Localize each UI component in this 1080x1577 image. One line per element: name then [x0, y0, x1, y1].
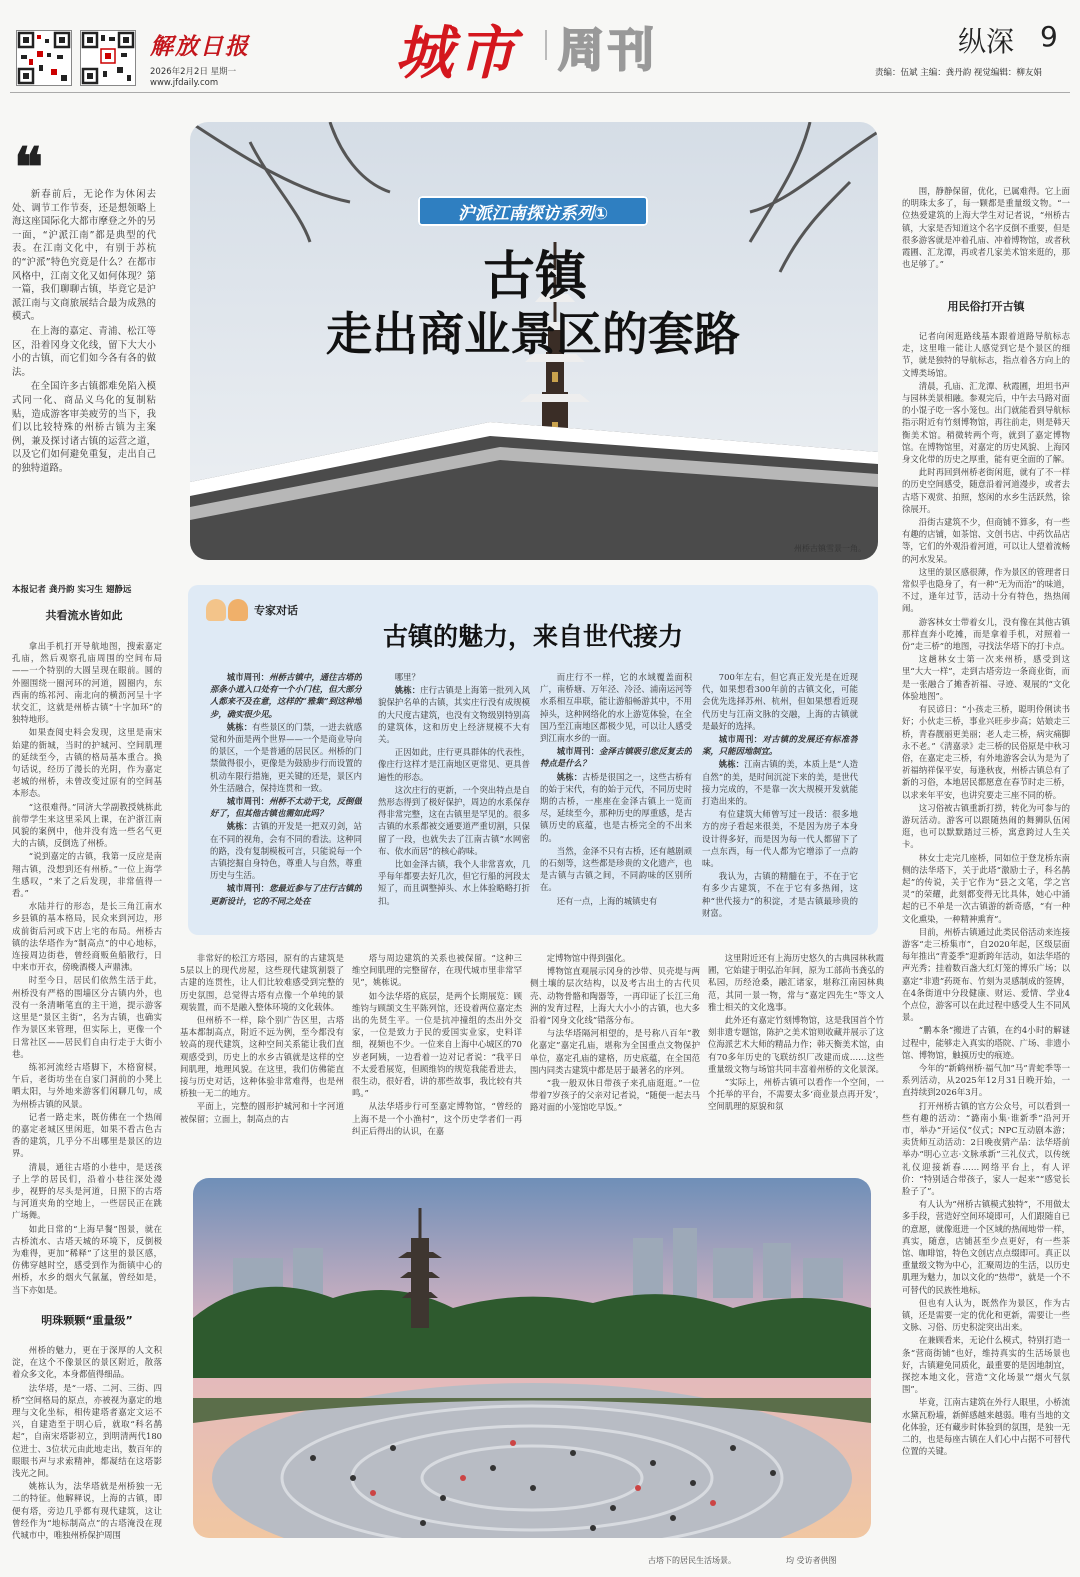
speaker-label: 城市周刊： [226, 883, 270, 894]
intro-paragraph: 在全国许多古镇都难免陷入模式同一化、商品义乌化的复制粘贴，造成游客审美疲劳的当下，我们以比较特殊的州桥古镇为主案例，兼及探讨诸古镇的运营之道，以及它们如何避免重复，走出自己的独特道路。 [12, 381, 156, 474]
expert-title: 古镇的魅力，来自世代接力 [382, 622, 683, 651]
dialogue-paragraph [702, 758, 858, 807]
article-paragraph: 记者向闲逛路线基本跟着道路导航标志走，这里唯一能让人感觉到它是个景区的细节，就是独特的导航标志，指点着各方向上的文博类场馆。 [902, 331, 1070, 378]
article-paragraph: 围，静静保留，优化，已属难得。它上面的明珠太多了，每一颗都是重量级文物。“一位热爱建筑的上海大学生对记者说，“州桥古镇，大家是否知道这个名字反倒不重要，但是很多游客就是冲着孔庙、冲着博物馆，或者秋霞圃、汇龙潭，再或者几家美术馆来逛的，那也足够了。” [902, 186, 1070, 270]
article-paragraph: 这里的景区感很薄，作为景区的管理者日常似乎也隐身了，有一种“无为而治”的味道，不过，逢年过节，活动十分有特色，热热闹闹。 [902, 566, 1070, 614]
section-title-sub: 周刊 [558, 23, 658, 77]
article-paragraph: 这趟林女士第一次来州桥，感受到这里“大大一样”，走到古塔旁边一条商业街，而是一张融合了摊香祈福、寻迹、观展的“文化体验地图”。 [902, 654, 1070, 701]
hero-caption: 州桥古镇雪景一角。 [794, 544, 866, 553]
speaker-label: 城市周刊： [556, 746, 600, 757]
website-link[interactable]: www.jfdaily.com [150, 78, 219, 88]
article-paragraph: 姚栋认为，法华塔就是州桥独一无二的特征。他解释说，上海的古镇，即便有塔，旁边几乎都有现代建筑，这让曾经作为“地标制高点”的古塔淹没在现代城市中，唯独州桥保护周围 [12, 1481, 162, 1541]
dialogue-text: 这次庄行的更新，一个突出特点是自然形态得到了极好保护，周边的水系保存得非常完整，这在古镇里是罕见的。很多古镇的水系都被交通要道严重切割，只保留了一段，也就失去了江南古镇“水网密布、依水而居”的核心韵味。 [378, 784, 530, 856]
article-paragraph: 塔与周边建筑的关系也被保留。“这种三维空间肌理的完整留存，在现代城市里非常罕见”，姚栋说。 [352, 953, 522, 988]
dialogue-paragraph [378, 784, 530, 857]
title-divider [545, 30, 547, 60]
dialogue-text: 江南古镇的美，本质上是“人造自然”的美，是时间沉淀下来的美，是世代接力完成的，不是靠一次大规模开发就能打造出来的。 [702, 759, 858, 807]
expert-col-3 [540, 671, 692, 929]
byline: 本报记者 龚丹韵 实习生 翅静远 [12, 585, 132, 595]
speaker-label: 姚栋： [226, 821, 253, 832]
article-paragraph: 从法华塔步行可至嘉定博物馆，“曾经的上海不是一个小渔村”，这个历史学者们一再纠正后得出的认识，在嘉 [352, 1101, 522, 1136]
qr-code-right[interactable] [80, 30, 136, 86]
dialogue-text: 当然，金泽不只有古桥，还有越剧顽的石刻等，这些都是珍贵的文化遗产，也是古镇与古镇之间，不同韵味的区别所在。 [540, 845, 692, 893]
dialogue-text: 您最近参与了庄行古镇的更新设计，它的不同之处在 [210, 883, 362, 906]
dialogue-paragraph [702, 671, 858, 732]
dialogue-text: 而庄行不一样，它的水域覆盖面积广，南桥塘、万年泾、冷泾、浦南运河等水系相互串联，能让游船畅游其中，不用掉头，这种网络化的水上游览体验，在全国乃至江南地区都极少见，可以让人感受到江南水乡的一面。 [540, 672, 692, 744]
article-paragraph: 清晨，孔庙、汇龙潭、秋霞圃，坦坦书声与园林美景相融。参观完后，中午去马路对面的小馄子吃一客小笼包。出门就能看到导航标指示附近有竹刻博物馆，再往前走，则是韩天衡美术馆。稍微转两个弯，就到了嘉定博物馆。在博物馆里，对嘉定的历史风貌、上海冈身文化带的历史之厚重，能有更全面的了解。 [902, 380, 1070, 465]
intro-quote-mark: ❝ [14, 135, 44, 199]
dialogue-paragraph [378, 671, 530, 683]
article-paragraph: 博物馆直观展示冈身的沙带、贝壳堤与两侧土壤的层次结构，以及考古出土的古代贝壳、动物骨骼和陶器等，一再印证了长江三角洲的发育过程，上海大大小小的古镇，也大多沿着“冈身文化线”错落分布。 [530, 966, 700, 1026]
headline-line1: 古镇 [482, 246, 587, 307]
middle-col-4 [708, 952, 884, 1152]
article-paragraph: 这里附近还有上海历史悠久的古典园林秋霞圃，它始建于明弘治年间，原为工部尚书龚弘的私园，历经沧桑，融汇诸家，堪称江南园林典范，其同一景一物，常与“嘉定四先生”等文人雅士相关的文化逸事。 [708, 953, 884, 1012]
dialogue-paragraph [210, 882, 362, 906]
dialogue-text: 比如金泽古镇，我个人非常喜欢，几乎每年都要去好几次，但它行船的河段太短了，而且调整掉头、水上体验略略打折扣。 [378, 859, 530, 906]
article-paragraph: 但州桥不一样，除个别广告区里，古塔基本都制高点，附近不远为例，至今都没有较高的现代建筑，这种空间关系能让我们直观感受到，历史上的水乡古镇就是这样的空间肌理，地理风貌。在这里，我们仿佛能直接与历史对话，这种体验非常难得，也是州桥独一无二的地方。 [180, 1015, 344, 1099]
speaker-label: 城市周刊： [226, 672, 270, 682]
dialogue-paragraph [540, 845, 692, 894]
intro-paragraph: 在上海的嘉定、青浦、松江等区，沿着冈身文化线，留下大大小小的古镇，而它们如今各有各的做法。 [12, 325, 156, 378]
masthead-rule [10, 92, 1070, 93]
left-body-2 [12, 1344, 162, 1569]
section-heading-1: 共看流水皆如此 [45, 609, 123, 622]
dialogue-text: 古镇的开发是一把双刃剑，站在不同的视角，会有不同的看法。这种同的路，没有复制模板可言，只能说每一个古镇挖掘自身特色，尊重人与自然，尊重历史与生活。 [210, 821, 362, 881]
expert-col-1 [210, 671, 362, 929]
article-paragraph: 练祁河流经古塔脚下，木格窗棂，午后，老街坊坐在自家门洞前的小凳上晒太阳，与外地来游客们闲聊几句，成为州桥古镇的风景。 [12, 1061, 162, 1109]
article-paragraph: 打开州桥古镇的官方公众号，可以看到一些有趣的活动：“潞南小集·谁新季”沿河开市，举办“开运仪”仪式；NPC互动剧本游；卖货师互动活动：2日晚夜猜产品：法华塔前举办“明心立志·文脉承新”三礼仪式，以传统礼仪迎接新春……网络平台上，有人评价：“特别适合带孩子，家人一起来”“感觉长脸子了”。 [902, 1100, 1070, 1197]
dialogue-text: 州桥古镇中，通往古塔的那条小道入口处有一个小门柱，但大部分人都来不及在意，这样的“雅集”到这种地步，确实很少见。 [210, 672, 362, 719]
speaker-label: 姚栋： [556, 771, 583, 782]
article-paragraph: 此外还有嘉定竹刻博物馆，这是我国首个竹刻非遗专题馆，陈护之美术馆则收藏并展示了这位海派艺术大师的精品力作；韩天衡美术馆，由有70多年历史的飞联纺织厂改建而成……这些重量级文物与场馆共同丰富着州桥的文化景深。 [708, 1015, 884, 1074]
dialogue-paragraph [210, 671, 362, 720]
article-paragraph: 目前，州桥古镇通过此类民俗活动来连接游客“走三桥集市”，自2020年起，区级层面每年推出“青菱季”迎新跨年活动，如法华塔的声光秀；挂着数百盏大红灯笼的博乐广场；以嘉定“非遗”药斑布、竹刻为灵感制成的签牌，在4条街道中分段健康、财运、爱情、学业4个点位，游客可以在此过程中感受人生不同风景。 [902, 926, 1070, 1023]
article-paragraph: 但也有人认为，既然作为景区，作为古镇，还是需要一定的优化和更新，需要让一些文脉、习俗、历史积淀突出出来。 [902, 1297, 1070, 1333]
expert-col-4 [702, 671, 858, 929]
section-heading-2: 明珠颗颗“重量级” [41, 1314, 133, 1327]
series-tag [418, 196, 648, 226]
article-paragraph: 法华塔，是“一塔、二河、三街、四桥”空间格局的原点，亦被视为嘉定的地理与文化坐标，相传建塔者嘉定文运不兴，自建造至于明心后，就取“科名鹊起”，自南宋塔影初立，到明清两代180位进士、3位状元由此地走出，数百年的眼眼书声与求索精神，都凝结在这塔影浅光之间。 [12, 1382, 162, 1479]
article-paragraph: 此时再回到州桥老街闲逛，就有了不一样的历史空间感受，随意沿着河道漫步，或者去古塔下观赏、拍照，悠闲的水乡生活跃然，徐徐展开。 [902, 467, 1070, 514]
series-tag-label: 沪派江南探访系列① [457, 203, 609, 224]
article-paragraph: 时至今日，居民们依然生活于此，州桥没有严格的围墙区分古镇内外，也没有一条清晰笔直的主干道，提示游客这里是“景区主街”，名为古镇，也确实作为景区来管理，但实际上，更像一个日常社区——居民们自由行走于大街小巷。 [12, 975, 162, 1059]
editors-line: 责编：伍斌 主编：龚丹韵 视觉编辑：柳友娟 [875, 68, 1042, 78]
paper-name-logo: 解放日报 [150, 33, 250, 60]
dialogue-text: 我认为，古镇的精髓在于，不在于它有多少古建筑，不在于它有多热闹，这种“世代接力”的积淀，才是古镇最珍贵的财富。 [702, 871, 858, 918]
article-paragraph: 毕竟，江南古建筑在外行人眼里，小桥流水黛瓦粉墙，新鲜感越来越弱。唯有当地的文化体验，还有藏步时体验到的氛围，是独一无二的，也是每座古镇在人们心中占据不可替代位置的关键。 [902, 1397, 1070, 1457]
article-paragraph: 记者一路走来，既仿佛在一个热闹的嘉定老城区里闲逛，如果不看古色古香的建筑，几乎分不出哪里是景区的边界。 [12, 1111, 162, 1159]
article-paragraph: 清晨，通往古塔的小巷中，是送孩子上学的居民们，沿着小巷往深处漫步，视野的尽头是河道，日照下的古塔与河道夹角的空地上，一些居民正在跳广场舞。 [12, 1161, 162, 1221]
article-paragraph: 如此日常的“上海早餐”图景，就在古桥流水、古塔天城的环境下，反倒极为难得，更加“稀释”了这里的景区感，仿佛穿越时空，感受到作为衙镇中心的州桥，水乡的烟火气氤氲，曾经如是，当下亦如是。 [12, 1223, 162, 1295]
article-paragraph: “鹏本条”搬进了古镇，在约4小时的解谜过程中，能够走入真实的塔院、广场、非遗小馆、博物馆，触摸历史的痕迹。 [902, 1025, 1070, 1060]
expert-col-2 [378, 671, 530, 929]
masthead [0, 0, 1080, 92]
dialogue-text: 正因如此，庄行更具群体的代表性，像庄行这样才是江南地区更常见、更具普遍性的形态。 [378, 747, 530, 782]
article-paragraph: 沿街古建筑不少，但商铺不算多，有一些有趣的店铺，如茶馆、文创书店、中药饮品店等，它们的外观沿着河道，可以让人望着流畅的河水发呆。 [902, 517, 1070, 564]
dialogue-text: 还有一点，上海的城镇史有 [556, 895, 658, 906]
dialogue-paragraph [540, 895, 692, 907]
dialogue-text: 州桥不太动干戈，反倒做好了，但其他古镇也需如此吗？ [210, 796, 362, 819]
town-square-sunset-illustration [193, 1178, 871, 1538]
article-paragraph: 非常好的松江方塔园，原有的古建筑是5层以上的现代房屋，这些现代建筑割裂了古建的连贯性，让人们比较难感受到完整的历史氛围，总觉得古塔有点像一个单纯的景观装置，而不是融入整体环境的文化载体。 [180, 953, 344, 1012]
middle-col-2 [352, 952, 522, 1152]
page-section: 纵深 [958, 25, 1015, 58]
middle-col-3 [530, 952, 700, 1152]
dialogue-paragraph [210, 820, 362, 881]
article-paragraph: 定博物馆中得到强化。 [546, 953, 631, 963]
dialogue-text: 金泽古镇吸引您反复去的特点是什么？ [540, 746, 692, 769]
dialogue-paragraph [702, 733, 858, 757]
article-paragraph: 如今法华塔的底层，是两个长期展览：顾维钧与顾颉文生平陈列馆，还设着两位嘉定杰出的先贤生平。一位是抗冲撞组的杰出外交家，一位是致力于民的爱国实业家，史料详细，视频也不少。一位来自上海中心城区的70岁老阿姨，一边看着一边对记者说：“我平日不太爱看展览，但顾维钧的规览我能看进去，很生动，很好看，讲的那些故事，我比较有共鸣。” [352, 990, 522, 1099]
dialogue-text: 700年左右，但它真正发光是在近现代，如果想看300年前的古镇文化，可能会优先选择苏州、杭州，但如果想看近现代历史与江南文脉的交融，上海的古镇就是最好的选择。 [702, 672, 858, 731]
speaker-label: 城市周刊： [226, 796, 270, 807]
speaker-label: 城市周刊： [718, 734, 763, 745]
dialogue-paragraph [378, 858, 530, 907]
article-paragraph: 如果查阅史料会发现，这里是南宋始建的衙城，当时的护城河、空间肌理的延续至今，古镇的格局基本重合。换句话说，经历了漫长的光阴，作为嘉定老城的州桥，未曾改变过原有的空间基本形态。 [12, 727, 162, 799]
qr-pattern-icon [17, 31, 71, 85]
article-paragraph: 与法华塔隔河相望的，是号称八百年“教化嘉定”嘉定孔庙，堪称为全国重点文物保护单位，嘉定孔庙的建格，历史底蕴，在全国范围内同类古建筑中都是居于最著名的序列。 [530, 1028, 700, 1075]
article-paragraph: 游客林女士带着女儿，没有像在其他古镇那样直奔小吃摊，而是拿着手机，对照着一份“走三桥”的地图，寻找法华塔下的打卡点。 [902, 616, 1070, 652]
qr-pattern-icon [81, 31, 135, 85]
intro-text [12, 188, 156, 518]
article-paragraph: 这习俗被古镇重新打捞，转化为可参与的游玩活动。游客可以跟随热闹的舞狮队伍闲逛，也可以默默踏过三桥，寓意跨过人生关卡。 [902, 802, 1070, 850]
dialogue-paragraph [378, 746, 530, 783]
bottom-photo-caption: 古塔下的居民生活场景。 [648, 1556, 736, 1565]
dialogue-paragraph [210, 721, 362, 794]
intro-paragraph: 新春前后，无论作为休闲去处、调节工作节奏，还是想领略上海这座国际化大都市摩登之外的另一面，“沪派江南”都是典型的代表。在江南文化中，有别于苏杭的“沪派”特色究竟是什么？在都市风格中，江南文化又如何体现？第一篇，我们聊聊古镇，毕竟它是沪派江南与文商旅展结合最为成熟的模式。 [12, 189, 156, 323]
bottom-photo [193, 1178, 871, 1538]
article-paragraph: 州桥的魅力，更在于深厚的人文积淀，在这个不像景区的景区附近，散落着众多文化，本身都值得细品。 [12, 1345, 162, 1380]
speaker-label: 姚栋： [718, 759, 745, 770]
dialogue-paragraph [540, 671, 692, 744]
dialogue-paragraph [540, 745, 692, 769]
dialogue-paragraph [378, 684, 530, 745]
dialogue-paragraph [210, 795, 362, 819]
article-paragraph: “这很难得。”同济大学副教授姚栋此前带学生来这里采风上课，在沪浙江南风貌的案例中，他并没有选一些名气更大的古镇，反倒选了州桥。 [12, 801, 162, 849]
dialogue-text: 对古镇的发展还有标准答案，只能因地制宜。 [702, 734, 858, 757]
dialogue-text: 有位建筑大师曾写过一段话：很多地方的房子看起来很美，不是因为房子本身设计得多好，而是因为每一代人都留下了一点东西，每一代人都为它增添了一点韵味。 [702, 809, 858, 869]
article-paragraph: 拿出手机打开导航地图，搜索嘉定孔庙，然后观察孔庙周围的空间布局——一个特别的大圆呈现在眼前。圆的外圈围绕一圈河环的河道，圆圈内，东西南的练祁河、南北向的横沥河呈十字状交汇，这就是州桥古镇“十字加环”的独特地形。 [12, 641, 162, 725]
expert-tag-label: 专家对话 [254, 604, 298, 617]
section-title-main: 城市 [395, 19, 520, 87]
page-number: 9 [1040, 20, 1058, 53]
article-paragraph: 林女士走完几座桥，同如位于登龙桥东南侧的法华塔下，关于此塔“激励士子，科名鹊起”的传说，关于它作为“县之文笔，学之宫灵”的荣耀，此刻都变得无比具体，她心中涌起的已不单是一次古镇游的新奇感，“有一种文化熏染，一种精神熏育”。 [902, 852, 1070, 924]
article-paragraph: “实际上，州桥古镇可以看作一个空间，一个托举的平台，不需要太多‘商业景点再开发’，空间肌理的原貌和氛 [708, 1077, 884, 1112]
right-top-text [902, 185, 1070, 295]
dialogue-paragraph [702, 808, 858, 869]
article-paragraph: “我一般双休日带孩子来孔庙逛逛。”一位带着7岁孩子的父亲对记者说，“随便一起去马路对面的小笼馆吃早饭。” [530, 1078, 700, 1113]
dialogue-text: 庄行古镇是上海第一批列入风貌保护名单的古镇，其实庄行没有成规模的大尺度古建筑，也没有文物级别特别高的建筑体，这和历史上经济规模不大有关。 [378, 685, 530, 745]
article-paragraph: 今年的“新鹤州桥·福气加”马”青蛇季等一系列活动，从2025年12月31日晚开始，一直持续到2026年3月。 [902, 1062, 1070, 1098]
headline-line2: 走出商业景区的套路 [326, 307, 740, 361]
article-paragraph: 在兼顾看来，无论什么模式，特别打造一条“营商街铺”也好，维持真实的生活场景也好，古镇避免同质化，最重要的是因地制宜，探挖本地文化，营造“文化场景”“烟火气氛围”。 [902, 1335, 1070, 1395]
date-line: 2026年2月2日 星期一 [150, 67, 237, 77]
section-heading-3: 用民俗打开古镇 [947, 300, 1025, 313]
expert-dialogue-box [188, 585, 878, 935]
middle-col-1 [180, 952, 344, 1152]
speaker-label: 姚栋： [226, 721, 253, 732]
dialogue-text: 古桥是很国之一，这些古桥有的始于宋代，有的始于元代，不同历史时期的古桥，一座座在金泽古镇上一览而尽，延续至今，那种历史的厚重感，是古镇历史的底蕴，也是古桥完全的不出来的。 [540, 771, 692, 843]
speaker-label: 姚栋： [394, 685, 421, 696]
article-paragraph: 有人认为“州桥古镇模式独特”，不用做太多手段，营造好空间环境即可，人们跟随自已的意愿，就像逛进一个区域的热闹地带一样，真实，随意，店铺甚至少点更好，有一些茶馆、咖啡馆，特色文创店点点缀即可。真正以重量级文物为中心，汇聚周边的生活，以历史肌理为魅力，加以文化的“热带”，就是一个不可替代的民族性地标。 [902, 1199, 1070, 1295]
article-paragraph: 水陆并行的形态，是长三角江南水乡县镇的基本格局，民众来到河边，形成前街后河或下店上宅的布局。州桥古镇的法华塔作为“制高点”的中心地标，连接周边街巷，曾经商贩鱼船散行，日中来市开衣，傍晚酒楼人声鼎沸。 [12, 901, 162, 973]
left-body-1 [12, 640, 162, 1300]
article-paragraph: “说到嘉定的古镇，我第一反应是南翔古镇，没想到还有州桥。”一位上海学生感叹，“来了之后发现，非常值得一看。” [12, 851, 162, 899]
article-paragraph: 有民谚日：“小孩走三桥，聪明伶俐读书好；小伙走三桥，事业兴旺步步高；姑娘走三桥，青春靓丽更美丽；老人走三桥，病灾痛脚永不老。”《清嘉录》走三桥的民俗原是中秋习俗，在嘉定走三桥，有外地游客会认为是为了祈福纳祥保平安，每逢秋夜，州桥古镇总有了新的习俗，本地居民都愿意在春节时走三桥，以求来年平安，也讲究要走三座不同的桥。 [902, 704, 1070, 800]
dialogue-paragraph [540, 771, 692, 844]
right-body-text [902, 330, 1070, 1570]
article-paragraph: 平面上，完整的圆形护城河和十字河道被保留；立面上，制高点的古 [180, 1101, 344, 1124]
dialogue-paragraph [702, 870, 858, 919]
qr-code-left[interactable] [16, 30, 72, 86]
dialogue-text: 有些景区的门禁，一进去就感觉和外面是两个世界——一个是商业导向的景区，一个是普通的居民区。州桥的门禁做得很小，更像是为鼓励步行而设置的机动车限行措施，更关键的还是，景区内外生活融合，保持连贯和一致。 [210, 721, 362, 793]
photo-credit: 均 受访者供图 [786, 1556, 837, 1565]
dialogue-text: 哪里？ [394, 672, 420, 682]
